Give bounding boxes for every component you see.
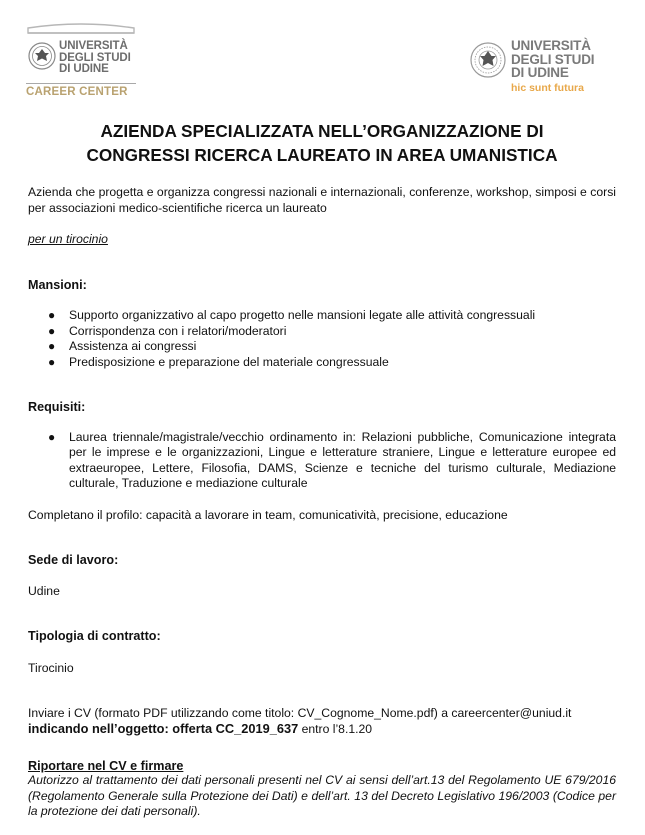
list-item-text: Corrispondenza con i relatori/moderatori: [69, 323, 287, 338]
application-instructions: Inviare i CV (formato PDF utilizzando come titolo: CV_Cognome_Nome.pdf) a careercenter@uniud.it: [28, 706, 572, 720]
university-line-2: DEGLI STUDI: [59, 51, 131, 64]
bullet-icon: ●: [48, 354, 56, 369]
bullet-icon: ●: [48, 339, 56, 353]
position-type: [28, 231, 616, 247]
list-item-text: Laurea triennale/magistrale/vecchio ordinamento in: Relazioni pubbliche, Comunicazione integrata per le imprese e le organizzazioni, Lingue e letterature straniere, Lingue e letterature europee ed extraeuropee, Lettere, Filosofia, DAMS, Scienze e tecniche del turismo culturale, Mediazione culturale, Traduzione e mediazione culturale: [69, 430, 616, 490]
contratto-heading: Tipologia di contratto:: [28, 629, 161, 643]
requisiti-list: [28, 430, 616, 491]
logo-divider: [26, 83, 136, 84]
mansioni-list: [28, 308, 616, 370]
privacy-heading-text: Riportare nel CV e firmare: [28, 759, 184, 773]
career-center-label: CAREER CENTER: [26, 86, 128, 98]
title-line-2: CONGRESSI RICERCA LAUREATO IN AREA UMANISTICA: [86, 145, 558, 165]
bullet-icon: ●: [48, 430, 56, 444]
bullet-icon: ●: [48, 308, 56, 322]
career-center-logo: [26, 22, 138, 98]
arch-logo-icon: [26, 22, 136, 34]
university-name: [511, 39, 594, 80]
privacy-text: Autorizzo al trattamento dei dati personali presenti nel CV ai sensi dell’art.13 del Regolamento UE 679/2016 (Regolamento Generale sulla Protezione dei Dati) e dell’art. 13 del Decreto Legislativo 196/2003 (Codice per la protezione dei dati personali).: [28, 773, 616, 818]
university-line-2: DEGLI STUDI: [511, 51, 595, 67]
page-title: [28, 119, 616, 167]
requisiti-heading: Requisiti:: [28, 400, 86, 414]
application-subject: [28, 721, 616, 737]
university-line-1: UNIVERSITÀ: [59, 40, 128, 52]
position-type-text: per un tirocinio: [28, 232, 108, 246]
university-line-1: UNIVERSITÀ: [511, 38, 591, 53]
application-subject-label: indicando nell’oggetto: offerta CC_2019_637: [28, 721, 299, 736]
list-item-text: Assistenza ai congressi: [69, 339, 197, 353]
list-item: [28, 339, 616, 355]
university-motto: hic sunt futura: [511, 82, 584, 94]
university-line-3: DI UDINE: [59, 63, 109, 75]
list-item-text: Supporto organizzativo al capo progetto nelle mansioni legate alle attività congressuali: [69, 308, 536, 322]
list-item: [28, 355, 616, 371]
bullet-icon: ●: [48, 323, 56, 338]
title-line-1: AZIENDA SPECIALIZZATA NELL’ORGANIZZAZIONE DI: [100, 121, 544, 141]
list-item: [28, 430, 616, 491]
university-seal-icon: [470, 42, 506, 78]
list-item: [28, 308, 616, 324]
university-line-3: DI UDINE: [511, 65, 569, 80]
sede-value: Udine: [28, 584, 60, 598]
list-item: [28, 324, 616, 340]
list-item-text: Predisposizione e preparazione del materiale congressuale: [69, 354, 389, 369]
university-logo: [470, 38, 620, 98]
contratto-value: Tirocinio: [28, 661, 74, 675]
profile-paragraph: Completano il profilo: capacità a lavorare in team, comunicatività, precisione, educazione: [28, 508, 508, 522]
application-deadline: entro l’8.1.20: [298, 722, 373, 736]
privacy-heading: [28, 758, 183, 774]
intro-paragraph: Azienda che progetta e organizza congressi nazionali e internazionali, conferenze, workshop, simposi e corsi per associazioni medico-scientifiche ricerca un laureato: [28, 185, 616, 215]
university-name: [59, 41, 131, 76]
mansioni-heading: Mansioni:: [28, 278, 87, 292]
university-seal-icon: [28, 42, 56, 70]
sede-heading: Sede di lavoro:: [28, 553, 119, 567]
